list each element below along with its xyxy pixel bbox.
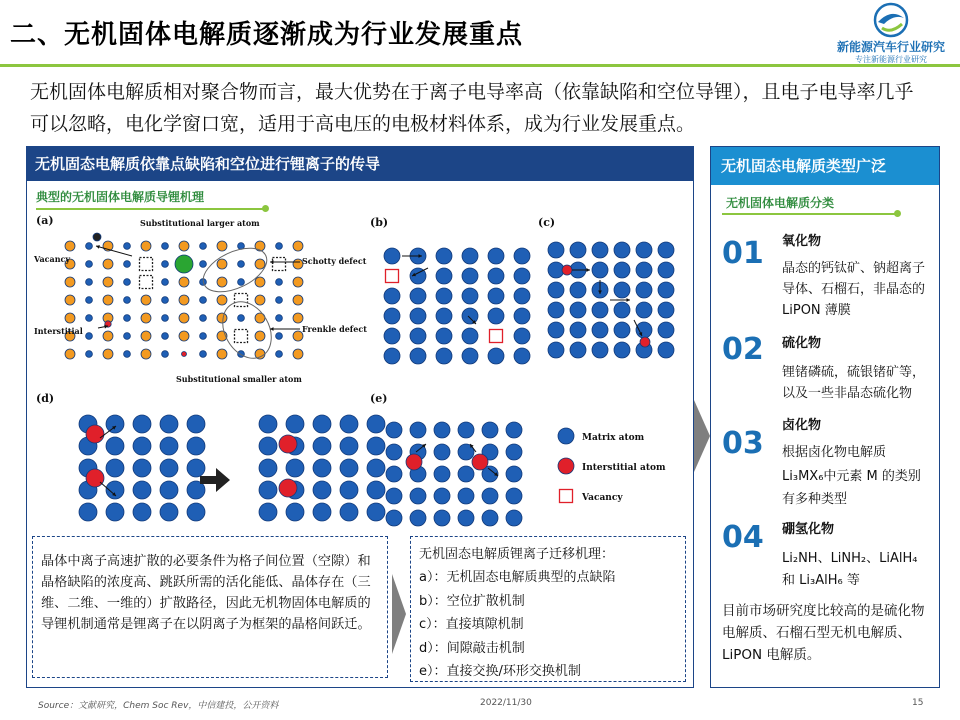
panel-a-lattice — [33, 214, 367, 384]
matrix-atom — [514, 288, 530, 304]
matrix-atom — [86, 279, 93, 286]
matrix-atom — [187, 459, 205, 477]
matrix-atom — [86, 243, 93, 250]
arrow-head — [270, 260, 274, 264]
matrix-atom — [124, 261, 131, 268]
matrix-atom — [133, 437, 151, 455]
category-number: 01 — [722, 236, 764, 271]
category-number: 04 — [722, 520, 764, 555]
anion-atom — [141, 295, 151, 305]
matrix-atom — [436, 328, 452, 344]
matrix-atom — [570, 242, 586, 258]
anion-atom — [293, 349, 303, 359]
matrix-atom — [259, 459, 277, 477]
matrix-atom — [462, 268, 478, 284]
figure-label: Vacancy — [582, 493, 623, 503]
matrix-atom — [614, 242, 630, 258]
interstitial-atom — [472, 454, 488, 470]
mechanism-subheader-rule — [36, 208, 264, 210]
anion-atom — [103, 295, 113, 305]
anion-atom — [255, 277, 265, 287]
classification-subheader-rule — [722, 213, 898, 215]
matrix-atom — [410, 510, 426, 526]
matrix-atom — [276, 279, 283, 286]
matrix-atom — [548, 342, 564, 358]
figure-label: (d) — [36, 392, 55, 405]
vacancy-square — [140, 276, 153, 289]
interstitial-atom — [86, 425, 104, 443]
anion-atom — [217, 241, 227, 251]
matrix-atom — [276, 297, 283, 304]
matrix-atom — [436, 348, 452, 364]
matrix-atom — [614, 322, 630, 338]
migration-item-b: b）：空位扩散机制 — [419, 593, 525, 609]
matrix-atom — [558, 428, 574, 444]
anion-atom — [103, 349, 113, 359]
matrix-atom — [592, 342, 608, 358]
figure-label: Interstitial atom — [582, 463, 666, 473]
matrix-atom — [276, 351, 283, 358]
mechanism-subheader: 典型的无机固体电解质导锂机理 — [36, 190, 205, 204]
diffusion-condition-note: 晶体中离子高速扩散的必要条件为格子间位置（空隙）和晶格缺陷的浓度高、跳跃所需的活化能低、晶体存在（三维、二维、一维的）扩散路径，因此无机物固体电解质的导锂机制通常是锂离子在以阴离子为框架的晶格间跃迁。 — [32, 536, 388, 678]
matrix-atom — [386, 422, 402, 438]
matrix-atom — [286, 415, 304, 433]
matrix-atom — [636, 242, 652, 258]
matrix-atom — [514, 328, 530, 344]
matrix-atom — [276, 243, 283, 250]
figure-label: Frenkle defect — [302, 324, 367, 334]
matrix-atom — [162, 279, 169, 286]
matrix-atom — [410, 308, 426, 324]
anion-atom — [255, 241, 265, 251]
matrix-atom — [367, 437, 385, 455]
vacancy-square — [140, 258, 153, 271]
matrix-atom — [488, 268, 504, 284]
logo-emblem-icon — [836, 2, 946, 42]
anion-atom — [179, 241, 189, 251]
legend-vacancy-swatch — [560, 490, 573, 503]
anion-atom — [103, 277, 113, 287]
matrix-atom — [410, 348, 426, 364]
vacancy-square — [490, 330, 503, 343]
interstitial-atom — [279, 479, 297, 497]
anion-atom — [141, 313, 151, 323]
matrix-atom — [162, 333, 169, 340]
category-number: 02 — [722, 332, 764, 367]
matrix-atom — [548, 322, 564, 338]
matrix-atom — [160, 437, 178, 455]
logo-name: 新能源汽车行业研究 — [836, 40, 945, 54]
brand-logo — [836, 2, 946, 66]
matrix-atom — [592, 242, 608, 258]
matrix-atom — [386, 444, 402, 460]
interstitial-atom — [86, 469, 104, 487]
matrix-atom — [384, 248, 400, 264]
anion-atom — [179, 295, 189, 305]
vacancy-square — [235, 330, 248, 343]
anion-atom — [179, 313, 189, 323]
matrix-atom — [436, 268, 452, 284]
matrix-atom — [367, 481, 385, 499]
matrix-atom — [259, 481, 277, 499]
matrix-atom — [462, 248, 478, 264]
matrix-atom — [124, 279, 131, 286]
interstitial-atom — [406, 454, 422, 470]
matrix-atom — [187, 415, 205, 433]
matrix-atom — [367, 503, 385, 521]
mechanism-figure — [30, 212, 680, 534]
classification-summary: 目前市场研究度比较高的是硫化物电解质、石榴石型无机电解质、LiPON 电解质。 — [722, 603, 925, 663]
matrix-atom — [160, 481, 178, 499]
matrix-atom — [340, 415, 358, 433]
category-desc: 晶态的钙钛矿、钠超离子导体、石榴石，非晶态的 LiPON 薄膜 — [782, 261, 926, 318]
matrix-atom — [514, 268, 530, 284]
matrix-atom — [592, 262, 608, 278]
figure-label: Schotty defect — [302, 256, 367, 266]
matrix-atom — [462, 308, 478, 324]
figure-label: (e) — [370, 392, 388, 405]
arrow-right-icon — [392, 574, 406, 654]
matrix-atom — [658, 302, 674, 318]
matrix-atom — [410, 488, 426, 504]
vacancy-square — [386, 270, 399, 283]
matrix-atom — [436, 288, 452, 304]
legend-interstitial-swatch — [558, 458, 574, 474]
matrix-atom — [367, 459, 385, 477]
vacancy-square — [273, 258, 286, 271]
matrix-atom — [658, 282, 674, 298]
anion-atom — [255, 259, 265, 269]
anion-atom — [217, 259, 227, 269]
anion-atom — [103, 331, 113, 341]
matrix-atom — [482, 422, 498, 438]
matrix-atom — [124, 297, 131, 304]
figure-label: (c) — [538, 216, 556, 229]
matrix-atom — [458, 422, 474, 438]
matrix-atom — [488, 288, 504, 304]
figure-label: Vacancy — [34, 254, 71, 264]
matrix-atom — [200, 243, 207, 250]
matrix-atom — [160, 503, 178, 521]
migration-item-c: c）：直接填隙机制 — [419, 617, 524, 633]
substitutional-larger-atom — [175, 255, 193, 273]
matrix-atom — [313, 481, 331, 499]
matrix-atom — [313, 415, 331, 433]
category-desc: 锂锗磷硫，硫银锗矿等，以及一些非晶态硫化物 — [782, 365, 926, 401]
matrix-atom — [106, 459, 124, 477]
matrix-atom — [340, 503, 358, 521]
migration-item-d: d）：间隙敲击机制 — [419, 640, 525, 656]
anion-atom — [179, 277, 189, 287]
footer-date: 2022/11/30 — [480, 698, 532, 708]
anion-atom — [65, 241, 75, 251]
matrix-atom — [133, 481, 151, 499]
matrix-atom — [259, 415, 277, 433]
matrix-atom — [286, 503, 304, 521]
category-desc-line: Li₂NH、LiNH₂、LiAlH₄ — [782, 551, 918, 566]
matrix-atom — [458, 488, 474, 504]
arrow-head — [586, 268, 590, 272]
matrix-atom — [313, 459, 331, 477]
anion-atom — [255, 331, 265, 341]
matrix-atom — [106, 415, 124, 433]
anion-atom — [103, 259, 113, 269]
matrix-atom — [570, 282, 586, 298]
substitutional-smaller-atom — [182, 352, 187, 357]
matrix-atom — [410, 288, 426, 304]
anion-atom — [179, 331, 189, 341]
matrix-atom — [514, 248, 530, 264]
anion-atom — [293, 241, 303, 251]
migration-item-e: e）：直接交换/环形交换机制 — [419, 664, 581, 680]
panel-d-lattice — [36, 392, 388, 521]
anion-atom — [141, 331, 151, 341]
category-title: 硼氢化物 — [782, 522, 835, 537]
matrix-atom — [636, 262, 652, 278]
anion-atom — [293, 295, 303, 305]
matrix-atom — [592, 322, 608, 338]
matrix-atom — [658, 342, 674, 358]
matrix-atom — [658, 242, 674, 258]
matrix-atom — [86, 261, 93, 268]
anion-atom — [65, 295, 75, 305]
matrix-atom — [636, 282, 652, 298]
classification-subheader-dot — [894, 210, 901, 217]
category-title: 硫化物 — [782, 336, 822, 351]
matrix-atom — [124, 351, 131, 358]
matrix-atom — [79, 503, 97, 521]
matrix-atom — [238, 261, 245, 268]
figure-label: (a) — [36, 214, 54, 227]
matrix-atom — [488, 248, 504, 264]
matrix-atom — [384, 328, 400, 344]
matrix-atom — [162, 297, 169, 304]
mechanism-panel-header: 无机固态电解质依靠点缺陷和空位进行锂离子的传导 — [27, 147, 693, 181]
category-title: 氧化物 — [782, 234, 822, 249]
matrix-atom — [259, 503, 277, 521]
matrix-atom — [340, 459, 358, 477]
matrix-atom — [86, 315, 93, 322]
matrix-atom — [187, 437, 205, 455]
migration-item-a: a）：无机固态电解质典型的点缺陷 — [419, 570, 616, 586]
anion-atom — [217, 349, 227, 359]
intro-paragraph: 无机固体电解质相对聚合物而言，最大优势在于离子电导率高（依靠缺陷和空位导锂），且电子电导率几乎可以忽略，电化学窗口宽，适用于高电压的电极材料体系，成为行业发展重点。 — [30, 81, 914, 135]
matrix-atom — [514, 308, 530, 324]
matrix-atom — [636, 322, 652, 338]
matrix-atom — [386, 488, 402, 504]
matrix-atom — [410, 422, 426, 438]
matrix-atom — [386, 510, 402, 526]
category-desc-line: 根据卤化物电解质 — [782, 445, 887, 460]
classification-panel-header: 无机固态电解质类型广泛 — [711, 147, 939, 185]
category-title: 卤化物 — [782, 418, 822, 433]
matrix-atom — [286, 459, 304, 477]
matrix-atom — [340, 481, 358, 499]
matrix-atom — [200, 351, 207, 358]
matrix-atom — [658, 322, 674, 338]
matrix-atom — [482, 488, 498, 504]
anion-atom — [65, 349, 75, 359]
matrix-atom — [506, 466, 522, 482]
matrix-atom — [462, 288, 478, 304]
matrix-atom — [636, 302, 652, 318]
matrix-atom — [86, 297, 93, 304]
matrix-atom — [410, 328, 426, 344]
panel-b-lattice — [370, 216, 530, 364]
interstitial-atom — [562, 265, 572, 275]
classification-subheader: 无机固体电解质分类 — [726, 196, 835, 210]
matrix-atom — [384, 308, 400, 324]
category-number: 03 — [722, 426, 764, 461]
matrix-atom — [162, 261, 169, 268]
category-desc-line: 有多种类型 — [782, 492, 848, 507]
matrix-atom — [133, 459, 151, 477]
matrix-atom — [124, 333, 131, 340]
matrix-atom — [614, 342, 630, 358]
interstitial-atom — [640, 337, 650, 347]
matrix-atom — [313, 503, 331, 521]
matrix-atom — [614, 302, 630, 318]
matrix-atom — [160, 459, 178, 477]
anion-atom — [141, 349, 151, 359]
matrix-atom — [434, 444, 450, 460]
page-title: 二、无机固体电解质逐渐成为行业发展重点 — [10, 20, 524, 50]
anion-atom — [255, 295, 265, 305]
figure-label: (b) — [370, 216, 389, 229]
matrix-atom — [614, 262, 630, 278]
title-divider — [0, 64, 960, 67]
matrix-atom — [482, 510, 498, 526]
matrix-atom — [506, 444, 522, 460]
panel-c-lattice — [538, 216, 674, 358]
matrix-atom — [276, 333, 283, 340]
matrix-atom — [506, 510, 522, 526]
panel-e-lattice — [370, 392, 666, 526]
matrix-atom — [462, 328, 478, 344]
matrix-atom — [386, 466, 402, 482]
matrix-atom — [462, 348, 478, 364]
matrix-atom — [160, 415, 178, 433]
matrix-atom — [313, 437, 331, 455]
matrix-atom — [658, 262, 674, 278]
matrix-atom — [614, 282, 630, 298]
matrix-atom — [384, 288, 400, 304]
matrix-atom — [570, 322, 586, 338]
matrix-atom — [458, 466, 474, 482]
matrix-atom — [514, 348, 530, 364]
matrix-atom — [548, 242, 564, 258]
anion-atom — [293, 313, 303, 323]
matrix-atom — [436, 248, 452, 264]
matrix-atom — [458, 510, 474, 526]
matrix-atom — [340, 437, 358, 455]
matrix-atom — [200, 315, 207, 322]
logo-tagline: 专注新能源行业研究 — [855, 55, 927, 64]
matrix-atom — [548, 302, 564, 318]
interstitial-atom — [279, 435, 297, 453]
arrow-head — [626, 298, 630, 302]
matrix-atom — [548, 262, 564, 278]
matrix-atom — [384, 348, 400, 364]
anion-atom — [65, 313, 75, 323]
figure-label: Substitutional larger atom — [140, 218, 260, 228]
matrix-atom — [434, 488, 450, 504]
matrix-atom — [488, 348, 504, 364]
matrix-atom — [162, 315, 169, 322]
matrix-atom — [434, 510, 450, 526]
figure-label: Interstitial — [34, 326, 83, 336]
matrix-atom — [133, 503, 151, 521]
matrix-atom — [570, 302, 586, 318]
migration-mechanism-note — [410, 536, 686, 682]
matrix-atom — [200, 297, 207, 304]
matrix-atom — [436, 308, 452, 324]
matrix-atom — [133, 415, 151, 433]
page-number: 15 — [912, 698, 924, 708]
matrix-atom — [200, 261, 207, 268]
matrix-atom — [106, 503, 124, 521]
anion-atom — [217, 295, 227, 305]
matrix-atom — [434, 422, 450, 438]
mechanism-subheader-dot — [262, 205, 269, 212]
matrix-atom — [592, 302, 608, 318]
matrix-atom — [367, 415, 385, 433]
matrix-atom — [124, 315, 131, 322]
matrix-atom — [124, 243, 131, 250]
matrix-atom — [106, 437, 124, 455]
matrix-atom — [187, 503, 205, 521]
migration-note-title: 无机固态电解质锂离子迁移机理： — [419, 547, 615, 562]
matrix-atom — [86, 333, 93, 340]
matrix-atom — [276, 315, 283, 322]
chevron-right-icon — [694, 400, 710, 472]
anion-atom — [217, 277, 227, 287]
anion-atom — [217, 313, 227, 323]
matrix-atom — [162, 351, 169, 358]
matrix-atom — [238, 279, 245, 286]
matrix-atom — [162, 243, 169, 250]
figure-label: Matrix atom — [582, 433, 645, 443]
matrix-atom — [200, 333, 207, 340]
matrix-atom — [548, 282, 564, 298]
vacancy-square — [235, 294, 248, 307]
category-desc-line: Li₃MX₆中元素 M 的类别 — [782, 469, 921, 484]
footer-source: Source：文献研究，Chem Soc Rev，中信建投，公开资料 — [38, 701, 279, 711]
category-desc-line: 和 Li₃AlH₆ 等 — [782, 573, 860, 588]
interstitial-atom — [93, 233, 101, 241]
matrix-atom — [434, 466, 450, 482]
matrix-atom — [488, 308, 504, 324]
matrix-atom — [238, 315, 245, 322]
anion-atom — [65, 277, 75, 287]
figure-label: Substitutional smaller atom — [176, 374, 302, 384]
matrix-atom — [570, 342, 586, 358]
matrix-atom — [506, 422, 522, 438]
anion-atom — [141, 241, 151, 251]
matrix-atom — [259, 437, 277, 455]
matrix-atom — [506, 488, 522, 504]
anion-atom — [293, 277, 303, 287]
matrix-atom — [86, 351, 93, 358]
